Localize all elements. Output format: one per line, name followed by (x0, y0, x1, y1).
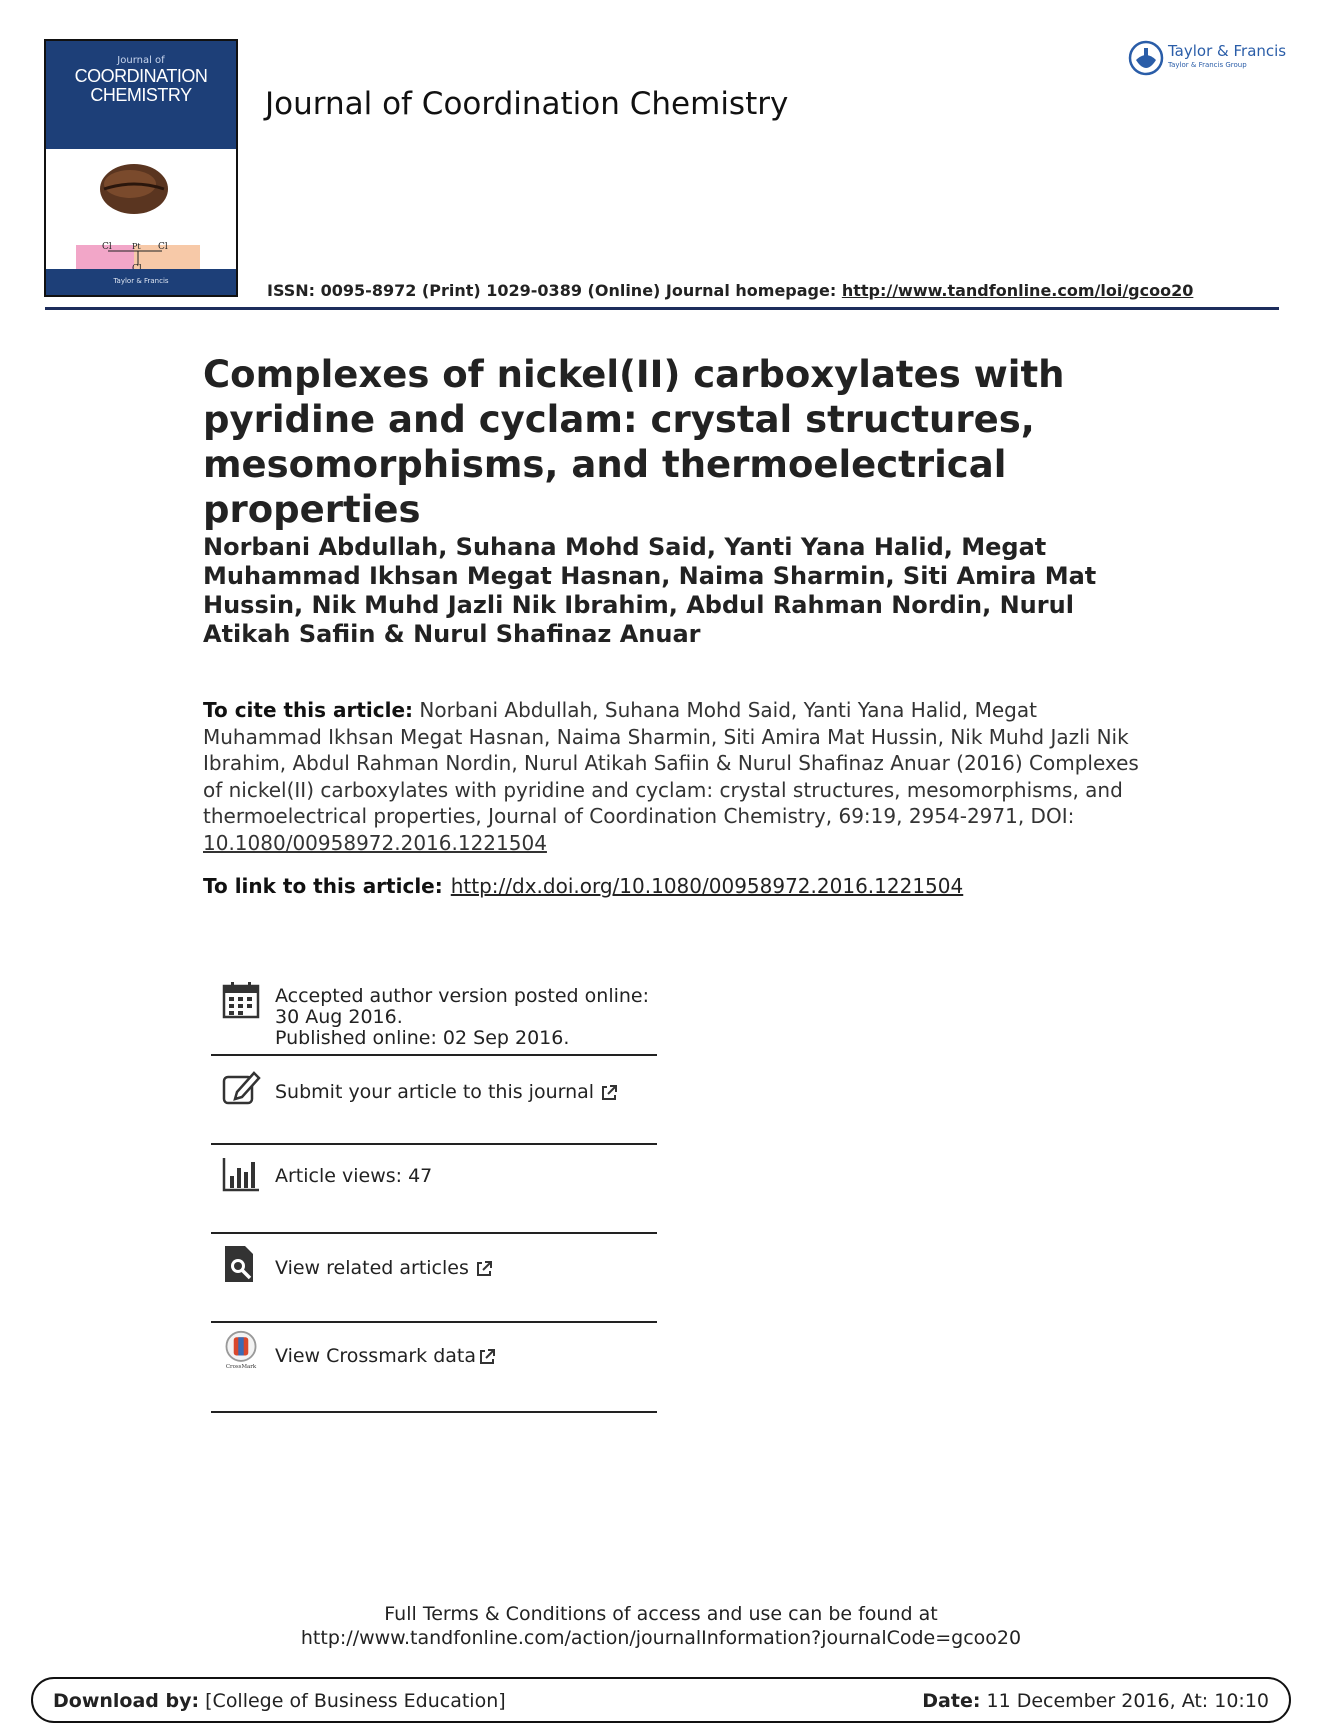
info-divider (211, 1321, 657, 1323)
crossmark-label: CrossMark (225, 1364, 257, 1370)
article-link-line (203, 874, 963, 898)
citation-block (203, 697, 1143, 856)
date-value: 11 December 2016, At: 10:10 (980, 1690, 1269, 1712)
cite-text: Norbani Abdullah, Suhana Mohd Said, Yanti Yana Halid, Megat Muhammad Ikhsan Megat Hasnan, Naima Sharmin, Siti Amira Mat Hussin, Nik Muhd Jazli Nik Ibrahim, Abdul Rahman Nordin, Nurul Atikah Safiin & Nurul Shafinaz Anuar (2016) Complexes of nickel(II) carboxylates with pyridine and cyclam: crystal structures, mesomorphisms, and thermoelectrical properties, Journal of Coordination Chemistry, 69:19, 2954-2971, DOI: (203, 698, 1139, 828)
cover-chem-left: Cl (102, 242, 112, 252)
terms-url[interactable]: http://www.tandfonline.com/action/journalInformation?journalCode=gcoo20 (300, 1627, 1022, 1649)
cover-chem-mid: Pt (132, 242, 141, 251)
publication-dates-row (211, 980, 656, 1054)
cover-chem-right: Cl (158, 242, 168, 252)
cover-small-text: Journal of (117, 55, 165, 66)
related-articles-link[interactable]: View related articles (275, 1257, 469, 1279)
issn-text: ISSN: 0095-8972 (Print) 1029-0389 (Online) Journal homepage: (267, 281, 842, 300)
article-title: Complexes of nickel(II) carboxylates with pyridine and cyclam: crystal structures, mesomorphisms, and thermoelectrical properties (203, 353, 1065, 531)
cover-title: COORDINATION CHEMISTRY (74, 66, 208, 105)
document-search-icon (221, 1244, 261, 1284)
article-views-row (211, 1152, 656, 1212)
info-divider (211, 1143, 657, 1145)
journal-homepage-link[interactable]: http://www.tandfonline.com/loi/gcoo20 (841, 281, 1194, 300)
header-divider (45, 307, 1279, 310)
date-label: Date: (922, 1690, 981, 1712)
crossmark-icon (221, 1330, 261, 1370)
external-link-icon (600, 1084, 618, 1102)
publisher-name: Taylor & Francis (1168, 42, 1287, 60)
cite-doi-link[interactable]: 10.1080/00958972.2016.1221504 (203, 830, 547, 855)
cover-publisher-mark: Taylor & Francis (113, 277, 169, 285)
terms-notice (0, 1602, 1322, 1650)
article-doi-link[interactable]: http://dx.doi.org/10.1080/00958972.2016.1221504 (450, 874, 964, 898)
article-authors: Norbani Abdullah, Suhana Mohd Said, Yanti Yana Halid, Megat Muhammad Ikhsan Megat Hasnan, Naima Sharmin, Siti Amira Mat Hussin, Nik Muhd Jazli Nik Ibrahim, Abdul Rahman Nordin, Nurul Atikah Safiin & Nurul Shafinaz Anuar (203, 533, 1097, 648)
cite-label: To cite this article: (203, 698, 414, 722)
article-views: Article views: 47 (275, 1165, 433, 1187)
info-divider (211, 1411, 657, 1413)
download-label: Download by: (53, 1690, 200, 1712)
issn-line (267, 281, 1193, 300)
external-link-icon (475, 1260, 493, 1278)
related-articles-row[interactable] (211, 1242, 656, 1302)
submit-article-link[interactable]: Submit your article to this journal (275, 1081, 595, 1103)
calendar-icon (221, 980, 261, 1020)
download-date (922, 1690, 1269, 1712)
journal-title: Journal of Coordination Chemistry (265, 86, 789, 122)
accepted-date: Accepted author version posted online: 30 Aug 2016. (275, 985, 650, 1028)
cover-bottom-band (46, 269, 236, 295)
edit-icon (221, 1068, 261, 1108)
link-label: To link to this article: (203, 874, 443, 898)
external-link-icon (478, 1348, 496, 1366)
journal-cover-image (44, 39, 238, 297)
publisher-group: Taylor & Francis Group (1168, 61, 1247, 69)
info-divider (211, 1232, 657, 1234)
download-value: [College of Business Education] (199, 1690, 506, 1712)
terms-line-1: Full Terms & Conditions of access and use can be found at (384, 1603, 938, 1625)
published-date: Published online: 02 Sep 2016. (275, 1027, 570, 1049)
download-info-box (31, 1677, 1291, 1723)
info-divider (211, 1054, 657, 1056)
bar-chart-icon (221, 1154, 261, 1194)
cover-illustration (46, 149, 236, 273)
crossmark-row[interactable] (211, 1330, 656, 1392)
submit-article-row[interactable] (211, 1066, 656, 1126)
download-info (53, 1690, 506, 1712)
crossmark-link[interactable]: View Crossmark data (275, 1345, 477, 1367)
